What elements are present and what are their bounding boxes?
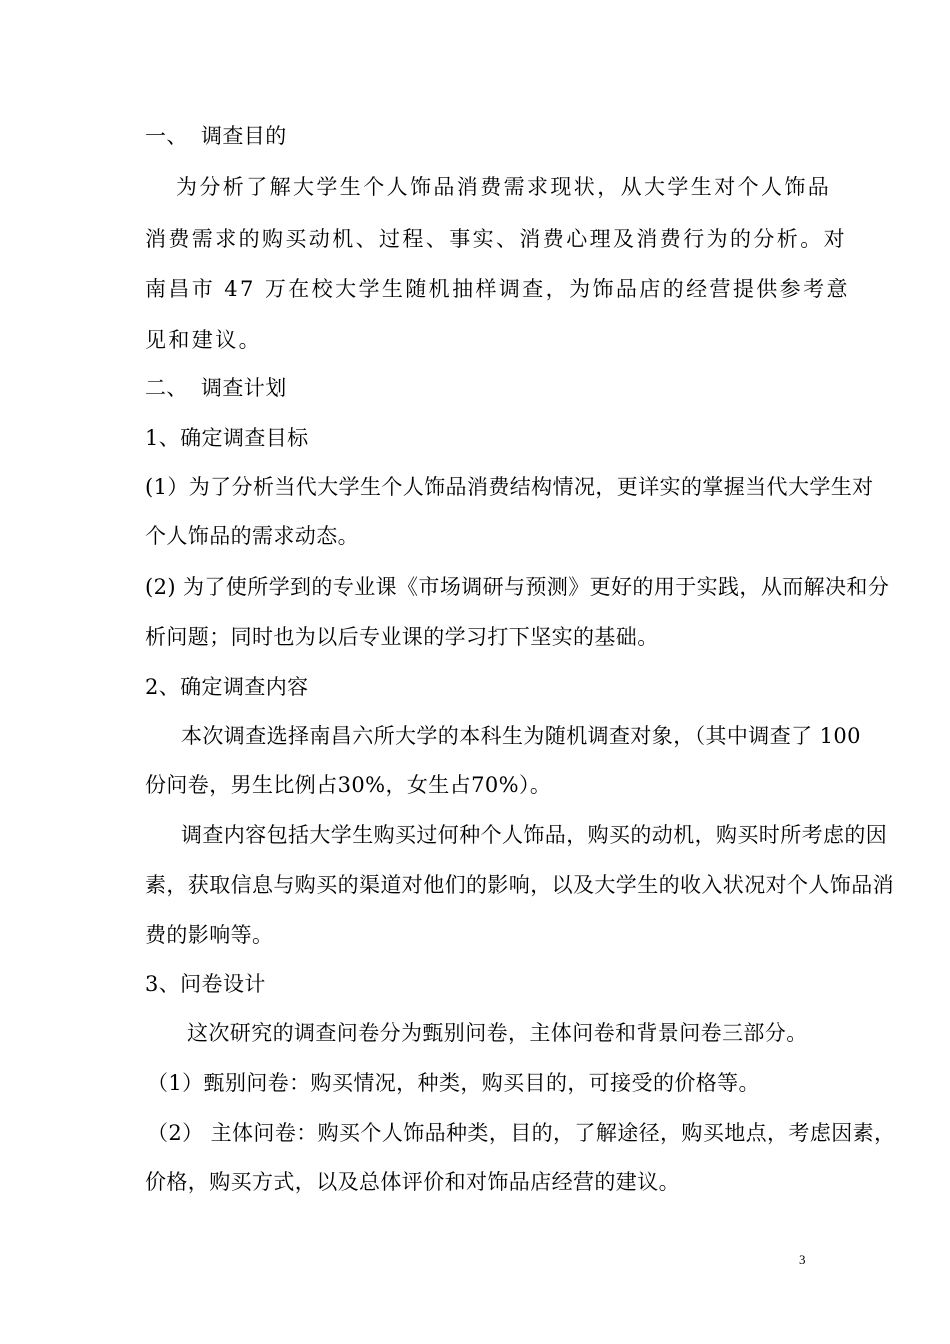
list-item-line: (1）为了分析当代大学生个人饰品消费结构情况，更详实的掌握当代大学生对 [145,475,874,499]
list-item-line: 价格，购买方式，以及总体评价和对饰品店经营的建议。 [145,1170,680,1194]
paragraph-line: 这次研究的调查问卷分为甄别问卷，主体问卷和背景问卷三部分。 [187,1021,808,1045]
paragraph-line: 份问卷，男生比例占30%，女生占70%）。 [145,773,552,797]
list-item-line: 个人饰品的需求动态。 [145,524,359,548]
subsection-heading-content: 2、确定调查内容 [145,675,309,699]
paragraph-line: 南昌市 47 万在校大学生随机抽样调查，为饰品店的经营提供参考意 [145,277,850,301]
paragraph-line: 调查内容包括大学生购买过何种个人饰品，购买的动机，购买时所考虑的因 [181,823,888,847]
section-heading-plan [145,375,287,401]
section-title: 调查目的 [201,124,287,148]
list-item-line: （2） 主体问卷：购买个人饰品种类，目的，了解途径，购买地点，考虑因素， [147,1121,896,1145]
section-number: 一、 [145,124,188,148]
section-number: 二、 [145,376,188,400]
list-item-line: 析问题；同时也为以后专业课的学习打下坚实的基础。 [145,625,659,649]
paragraph-line: 为分析了解大学生个人饰品消费需求现状，从大学生对个人饰品 [176,175,832,199]
paragraph-line: 见和建议。 [145,328,262,352]
section-title: 调查计划 [201,376,287,400]
paragraph-line: 费的影响等。 [145,923,274,947]
paragraph-line: 本次调查选择南昌六所大学的本科生为随机调查对象，（其中调查了 100 [181,724,861,748]
paragraph-line: 素，获取信息与购买的渠道对他们的影响，以及大学生的收入状况对个人饰品消 [145,873,894,897]
paragraph-line: 消费需求的购买动机、过程、事实、消费心理及消费行为的分析。对 [145,227,847,251]
list-item-line: （1）甄别问卷：购买情况，种类，购买目的，可接受的价格等。 [147,1071,760,1095]
list-item-line: (2) 为了使所学到的专业课《市场调研与预测》更好的用于实践，从而解决和分 [145,575,890,599]
section-heading-purpose [145,123,287,149]
page-number: 3 [799,1252,806,1267]
subsection-heading-questionnaire: 3、问卷设计 [145,972,266,996]
subsection-heading-goal: 1、确定调查目标 [145,426,309,450]
